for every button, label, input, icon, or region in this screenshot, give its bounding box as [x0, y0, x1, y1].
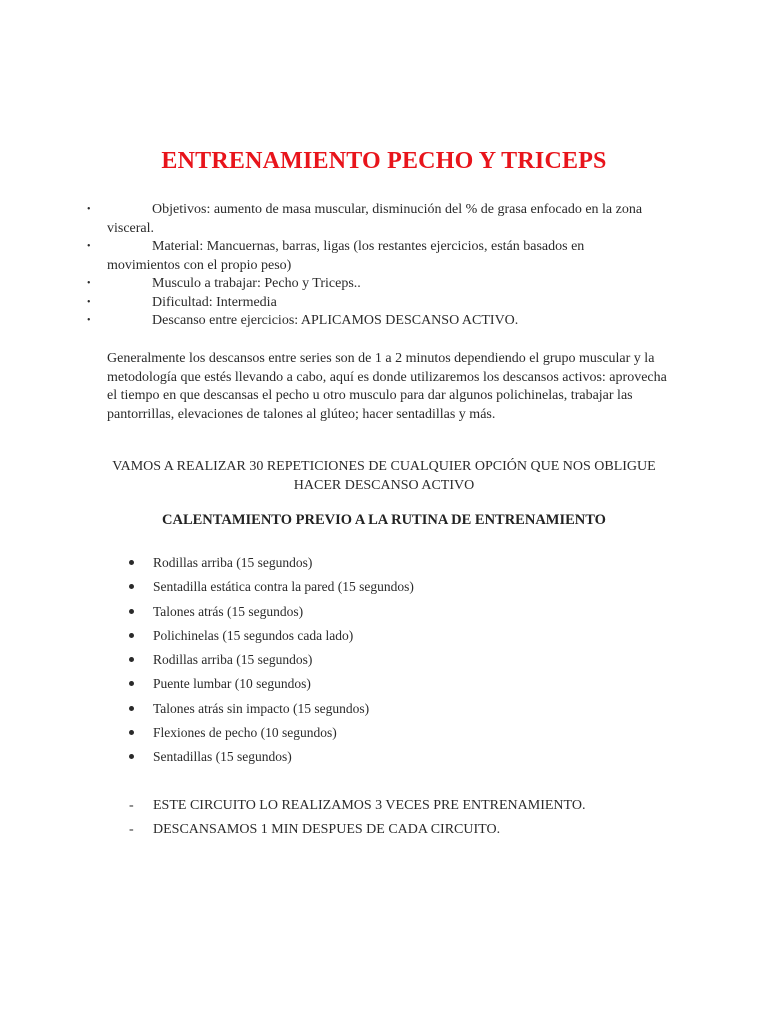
info-item — [80, 312, 660, 331]
info-item-text: Dificultad: Intermedia — [152, 294, 277, 310]
bullet-dot-icon — [129, 681, 134, 686]
warmup-item — [127, 602, 627, 626]
warmup-item — [127, 626, 627, 650]
bullet-icon: • — [87, 241, 91, 252]
warmup-item — [127, 723, 627, 747]
bullet-icon: • — [87, 315, 91, 326]
active-rest-notice: VAMOS A REALIZAR 30 REPETICIONES DE CUALQUIER OPCIÓN QUE NOS OBLIGUE HACER DESCANSO ACTIVO — [112, 459, 656, 493]
warmup-item — [127, 674, 627, 698]
bullet-icon: • — [87, 204, 91, 215]
circuit-notes-list — [127, 796, 687, 844]
intro-paragraph: Generalmente los descansos entre series son de 1 a 2 minutos dependiendo el grupo muscular y la metodología que estés llevando a cabo, aquí es donde utilizaremos los descansos activos: aprovecha el tiempo en que descansas el pecho u otro musculo para dar algunos polichinelas, trabajar las pantorrillas, elevaciones de talones al glúteo; hacer sentadillas y más. — [107, 351, 667, 422]
warmup-item-text: Rodillas arriba (15 segundos) — [153, 555, 313, 570]
document-title: ENTRENAMIENTO PECHO Y TRICEPS — [161, 148, 607, 174]
warmup-item-text: Polichinelas (15 segundos cada lado) — [153, 627, 354, 643]
warmup-item-text: Rodillas arriba (15 segundos) — [153, 652, 313, 668]
warmup-item-text: Talones atrás (15 segundos) — [153, 603, 304, 619]
info-item — [80, 275, 660, 294]
warmup-item — [127, 699, 627, 723]
warmup-item — [127, 747, 627, 771]
bullet-dot-icon — [129, 633, 134, 638]
warmup-item-text: Sentadilla estática contra la pared (15 segundos) — [153, 579, 414, 595]
bullet-dot-icon — [129, 609, 134, 614]
info-item-text: Objetivos: aumento de masa muscular, disminución del % de grasa enfocado en la zona visceral. — [107, 202, 643, 236]
info-list — [80, 201, 660, 331]
info-item — [80, 201, 660, 238]
info-item — [80, 238, 660, 275]
warmup-heading: CALENTAMIENTO PREVIO A LA RUTINA DE ENTRENAMIENTO — [162, 512, 606, 528]
dash-marker: - — [129, 798, 134, 813]
warmup-item-text: Flexiones de pecho (10 segundos) — [153, 725, 337, 741]
warmup-item-text: Puente lumbar (10 segundos) — [153, 676, 311, 692]
bullet-dot-icon — [129, 560, 134, 565]
bullet-dot-icon — [129, 657, 134, 662]
warmup-item — [127, 553, 627, 577]
info-item-text: Material: Mancuernas, barras, ligas (los restantes ejercicios, están basados en movimientos con el propio peso) — [107, 239, 585, 273]
circuit-note — [127, 820, 687, 844]
info-item-text: Descanso entre ejercicios: APLICAMOS DESCANSO ACTIVO. — [152, 313, 519, 328]
warmup-list — [127, 553, 627, 772]
warmup-item — [127, 650, 627, 674]
warmup-item — [127, 577, 627, 601]
info-item — [80, 294, 660, 313]
bullet-dot-icon — [129, 706, 134, 711]
circuit-note-text: DESCANSAMOS 1 MIN DESPUES DE CADA CIRCUITO. — [153, 822, 501, 837]
warmup-item-text: Talones atrás sin impacto (15 segundos) — [153, 700, 370, 716]
bullet-dot-icon — [129, 754, 134, 759]
warmup-item-text: Sentadillas (15 segundos) — [153, 749, 292, 765]
bullet-dot-icon — [129, 730, 134, 735]
dash-marker: - — [129, 822, 134, 837]
bullet-icon: • — [87, 296, 91, 308]
circuit-note — [127, 796, 687, 820]
circuit-note-text: ESTE CIRCUITO LO REALIZAMOS 3 VECES PRE ENTRENAMIENTO. — [153, 798, 586, 813]
bullet-icon: • — [87, 278, 91, 289]
info-item-text: Musculo a trabajar: Pecho y Triceps.. — [152, 276, 361, 291]
bullet-dot-icon — [129, 584, 134, 589]
